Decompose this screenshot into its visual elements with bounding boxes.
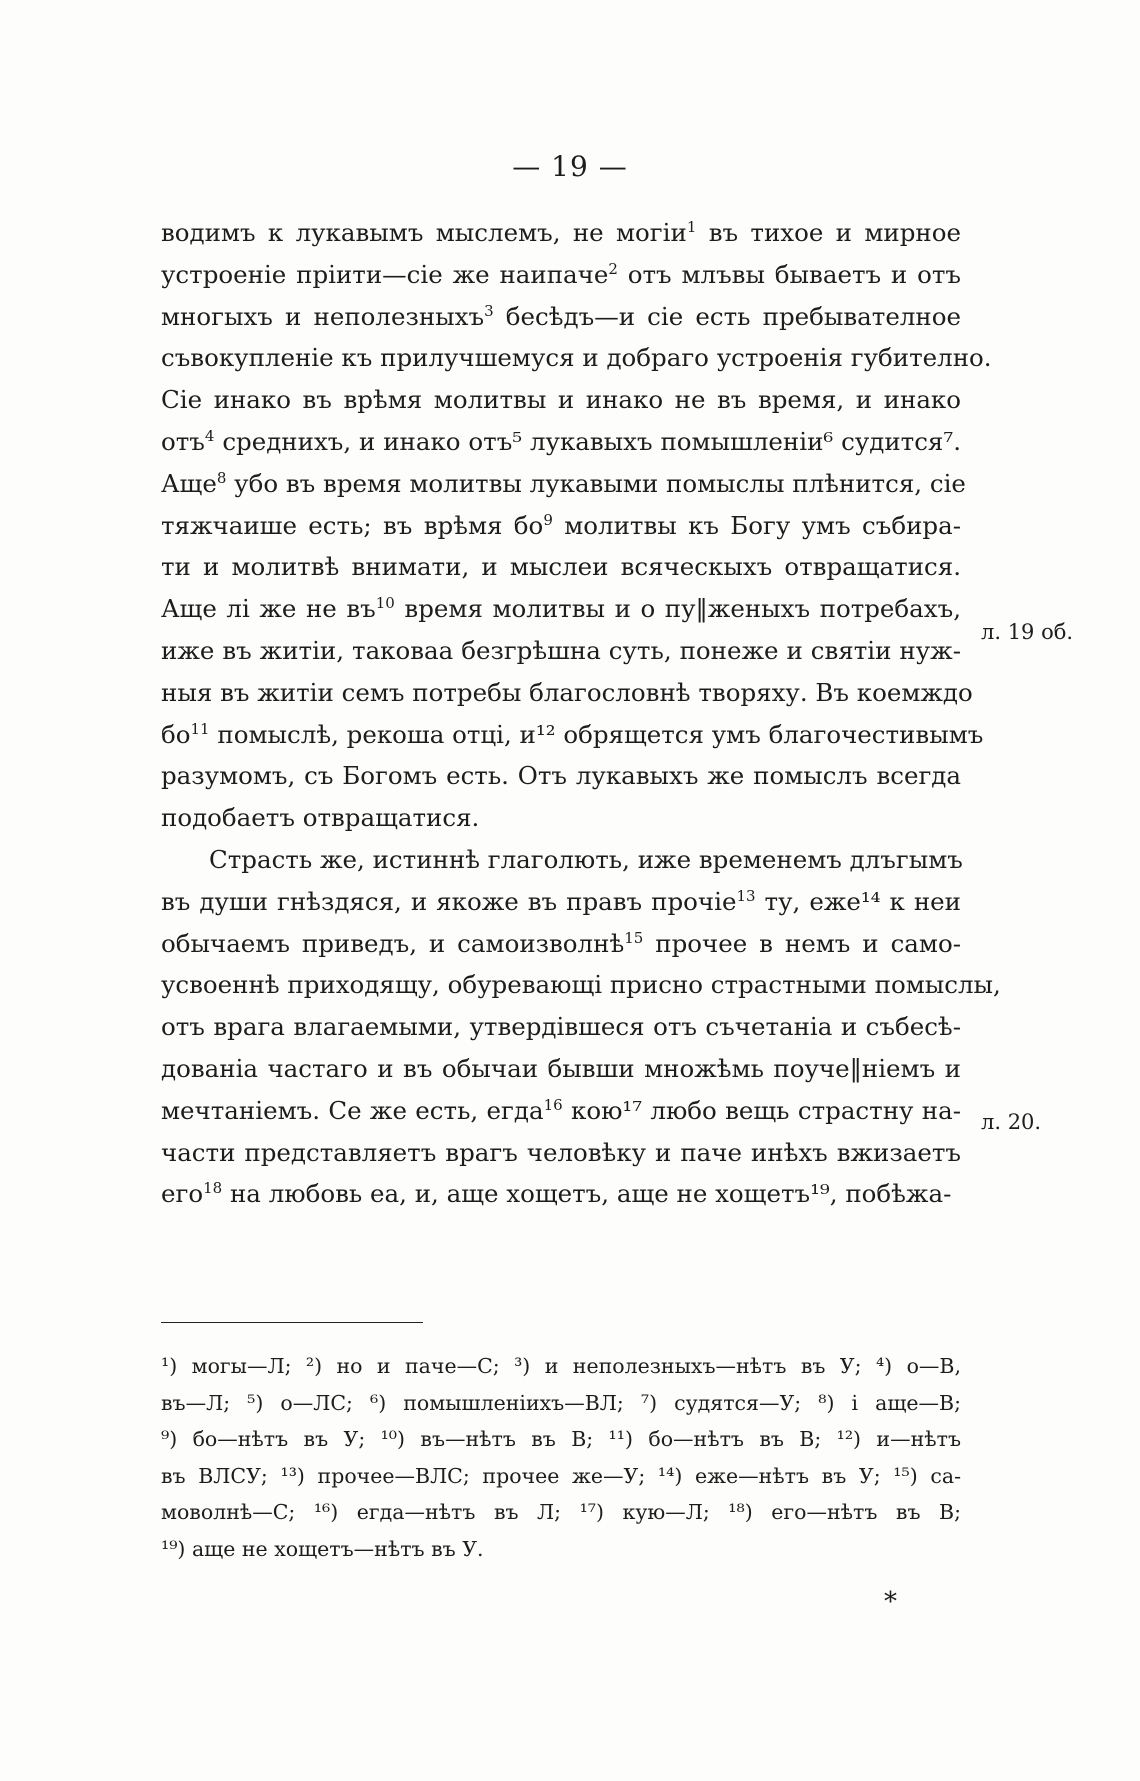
footnote-line: моволнѣ—С; ¹⁶) егда—нѣтъ въ Л; ¹⁷) кую—Л; ¹⁸) его—нѣтъ въ В; (161, 1500, 961, 1524)
margin-note-folio-20: л. 20. (981, 1110, 1042, 1134)
text-line: многыхъ и неполезныхъ$^3$ бесѣдъ—и сіе есть пребывателное (161, 301, 961, 331)
text-line: Страсть же, истиннѣ глаголють, иже временемъ длъгымъ (209, 844, 963, 874)
text-line: водимъ к лукавымъ мыслемъ, не могіи$^1$ въ тихое и мирное (161, 218, 961, 247)
end-mark: * (884, 1587, 897, 1617)
footnote-ref: 8 (216, 468, 227, 487)
text-line: усвоеннѣ приходящу, обуревающі присно страстными помыслы, (161, 970, 1001, 1000)
text-line: съвокупленіе къ прилучшемуся и добраго устроенія губително. (161, 343, 992, 373)
text-line: тяжчаише есть; въ врѣмя $бо^9$ молитвы къ Богу умъ събира- (161, 510, 961, 540)
footnote-ref: 2 (608, 259, 618, 278)
footnote-ref: 9 (543, 510, 553, 529)
text-line: мечтаніемъ. Се же есть, егда$^{16}$ кою¹⁷ любо вещь страстну на- (161, 1095, 962, 1125)
footnote-ref: 1 (686, 218, 697, 236)
footnote-ref: 11 (190, 719, 210, 738)
footnote-ref: 10 (375, 594, 395, 613)
footnote-ref: 16 (543, 1095, 563, 1114)
text-line: обычаемъ приведъ, и самоизволнѣ$^{15}$ прочее в немъ и само- (161, 928, 961, 958)
text-line: Аще$^8$ убо въ время молитвы лукавыми помыслы плѣнится, сіе (161, 468, 966, 498)
page-number: — 19 — (512, 150, 628, 183)
text-line: ныя въ житіи семъ потребы благословнѣ творяху. Въ коемждо (161, 677, 973, 707)
text-line: отъ$^4$ среднихъ, и инако отъ⁵ лукавыхъ помышленіи⁶ судится⁷. (161, 426, 961, 456)
text-line: иже въ житіи, таковаа безгрѣшна суть, понеже и святіи нуж- (161, 635, 961, 665)
text-line: Аще лі же не $въ^{10}$ время молитвы и о пу‖женыхъ потребахъ, (161, 594, 961, 624)
footnote-line: ¹⁹) аще не хощетъ—нѣтъ въ У. (161, 1536, 484, 1561)
text-line: его$^{18}$ на любовь еа, и, аще хощетъ, аще не хощетъ¹⁹, побѣжа- (161, 1179, 952, 1209)
text-line: дованіа частаго и въ обычаи бывши множѣмь поуче‖ніемъ и (161, 1053, 961, 1083)
text-line: части представляетъ врагъ человѣку и паче инѣхъ вжизаетъ (161, 1137, 961, 1167)
footnote-ref: 4 (204, 426, 215, 445)
footnote-line: въ—Л; ⁵) о—ЛС; ⁶) помышленіихъ—ВЛ; ⁷) судятся—У; ⁸) і аще—В; (161, 1390, 961, 1415)
footnote-ref: 18 (203, 1179, 223, 1198)
text-line: ти и молитвѣ внимати, и мыслеи всяческыхъ отвращатися. (161, 552, 961, 582)
text-line: устроеніе пріити—сіе же наипаче$^2$ отъ млъвы бываетъ и отъ (161, 259, 961, 289)
footnote-ref: 13 (736, 886, 756, 905)
footnote-line: въ ВЛСУ; ¹³) прочее—ВЛС; прочее же—У; ¹⁴) еже—нѣтъ въ У; ¹⁵) са- (161, 1463, 961, 1488)
text-line: Сіе инако въ врѣмя молитвы и инако не въ время, и инако (161, 385, 961, 415)
text-line: подобаетъ отвращатися. (161, 803, 480, 833)
footnote-line: ¹) могы—Л; ²) но и паче—С; ³) и неполезныхъ—нѣтъ въ У; ⁴) о—В, (161, 1354, 961, 1378)
footnote-line: ⁹) бо—нѣтъ въ У; ¹⁰) въ—нѣтъ въ В; ¹¹) бо—нѣтъ въ В; ¹²) и—нѣтъ (161, 1427, 961, 1451)
margin-note-folio-19v: л. 19 об. (981, 620, 1074, 644)
footnote-ref: 3 (484, 301, 494, 320)
text-line: въ души гнѣздяся, и якоже въ правъ прочіе$^{13}$ ту, еже¹⁴ к неи (161, 886, 962, 916)
text-line: отъ врага влагаемыми, утвердівшеся отъ съчетаніа и събесѣ- (161, 1012, 961, 1042)
text-line: разумомъ, съ Богомъ есть. Отъ лукавыхъ же помыслъ всегда (161, 761, 961, 791)
footnotes (161, 1348, 961, 1567)
footnote-rule (161, 1322, 423, 1323)
footnote-ref: 15 (624, 928, 644, 947)
text-line: $бо^{11}$ помыслѣ, рекоша отці, и¹² обрящется умъ благочестивымъ (161, 719, 984, 749)
body-text (161, 212, 1001, 1215)
